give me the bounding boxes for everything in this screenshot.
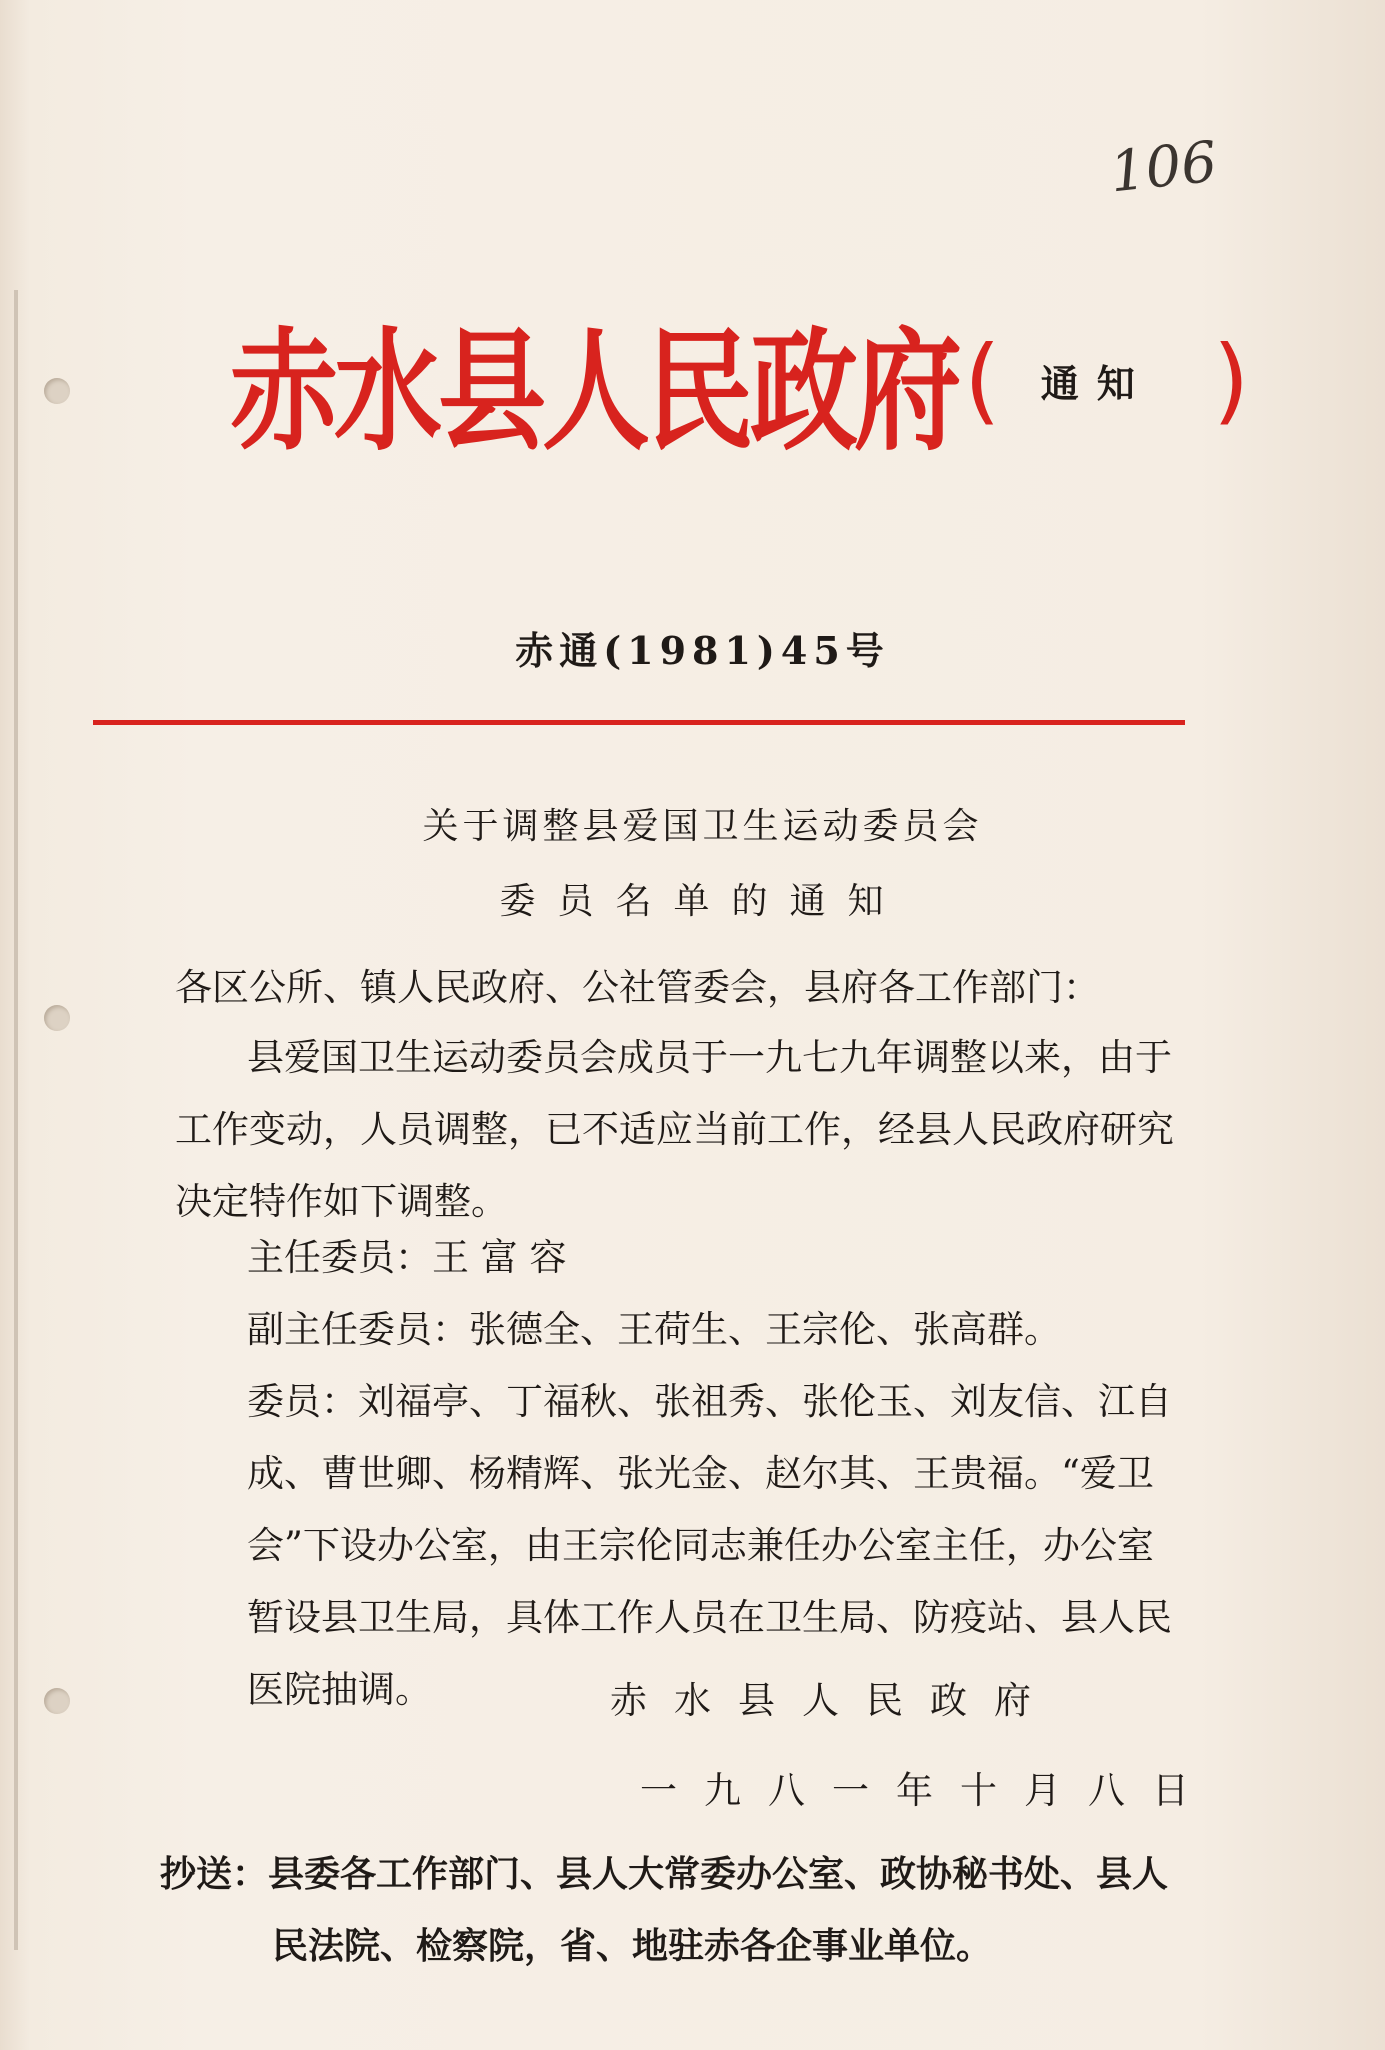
punch-hole [44, 1005, 70, 1031]
main-paragraph: 县爱国卫生运动委员会成员于一九七九年调整以来，由于工作变动，人员调整，已不适应当前工作，经县人民政府研究决定特作如下调整。 [175, 1036, 1174, 1223]
issuing-organization: 赤水县人民政府 [230, 315, 959, 469]
cc-label: 抄送： [160, 1853, 269, 1895]
cc-first-line [160, 1838, 1200, 1910]
document-type: 通知 [1040, 360, 1153, 406]
document-title-line-2: 委员名单的通知 [499, 881, 906, 922]
punch-hole [44, 1688, 70, 1714]
handwritten-page-number: 106 [1106, 129, 1220, 206]
paren-open: ( [964, 325, 1001, 435]
red-divider-rule [93, 720, 1185, 725]
cc-recipients-1: 县委各工作部门、县人大常委办公室、政协秘书处、县人 [268, 1853, 1169, 1895]
cc-block [160, 1838, 1200, 1982]
deputy-directors-line: 副主任委员：张德全、王荷生、王宗伦、张高群。 [247, 1308, 1061, 1351]
addressee: 各区公所、镇人民政府、公社管委会，县府各工作部门： [175, 966, 1100, 1009]
cc-recipients-2: 民法院、检察院，省、地驻赤各企事业单位。 [272, 1925, 993, 1967]
director-line: 主任委员：王 富 容 [247, 1236, 567, 1279]
letterhead [230, 305, 1250, 469]
binding-edge [14, 290, 18, 1950]
member-list [175, 1222, 1185, 1726]
punch-hole [44, 378, 70, 404]
members-paragraph: 委员：刘福亭、丁福秋、张祖秀、张伦玉、刘友信、江自成、曹世卿、杨精辉、张光金、赵尔其、王贵福。“爱卫会”下设办公室，由王宗伦同志兼任办公室主任，办公室暂设县卫生局，具体工作人员在卫生局、防疫站、县人民医院抽调。 [247, 1380, 1172, 1711]
issue-date: 一九八一年十月八日 [640, 1769, 1216, 1812]
document-title-line-1: 关于调整县爱国卫生运动委员会 [422, 806, 983, 847]
document-number: 赤通(1981)45号 [515, 628, 890, 673]
signing-authority: 赤水县人民政府 [610, 1679, 1058, 1722]
paren-close: ) [1212, 325, 1250, 435]
